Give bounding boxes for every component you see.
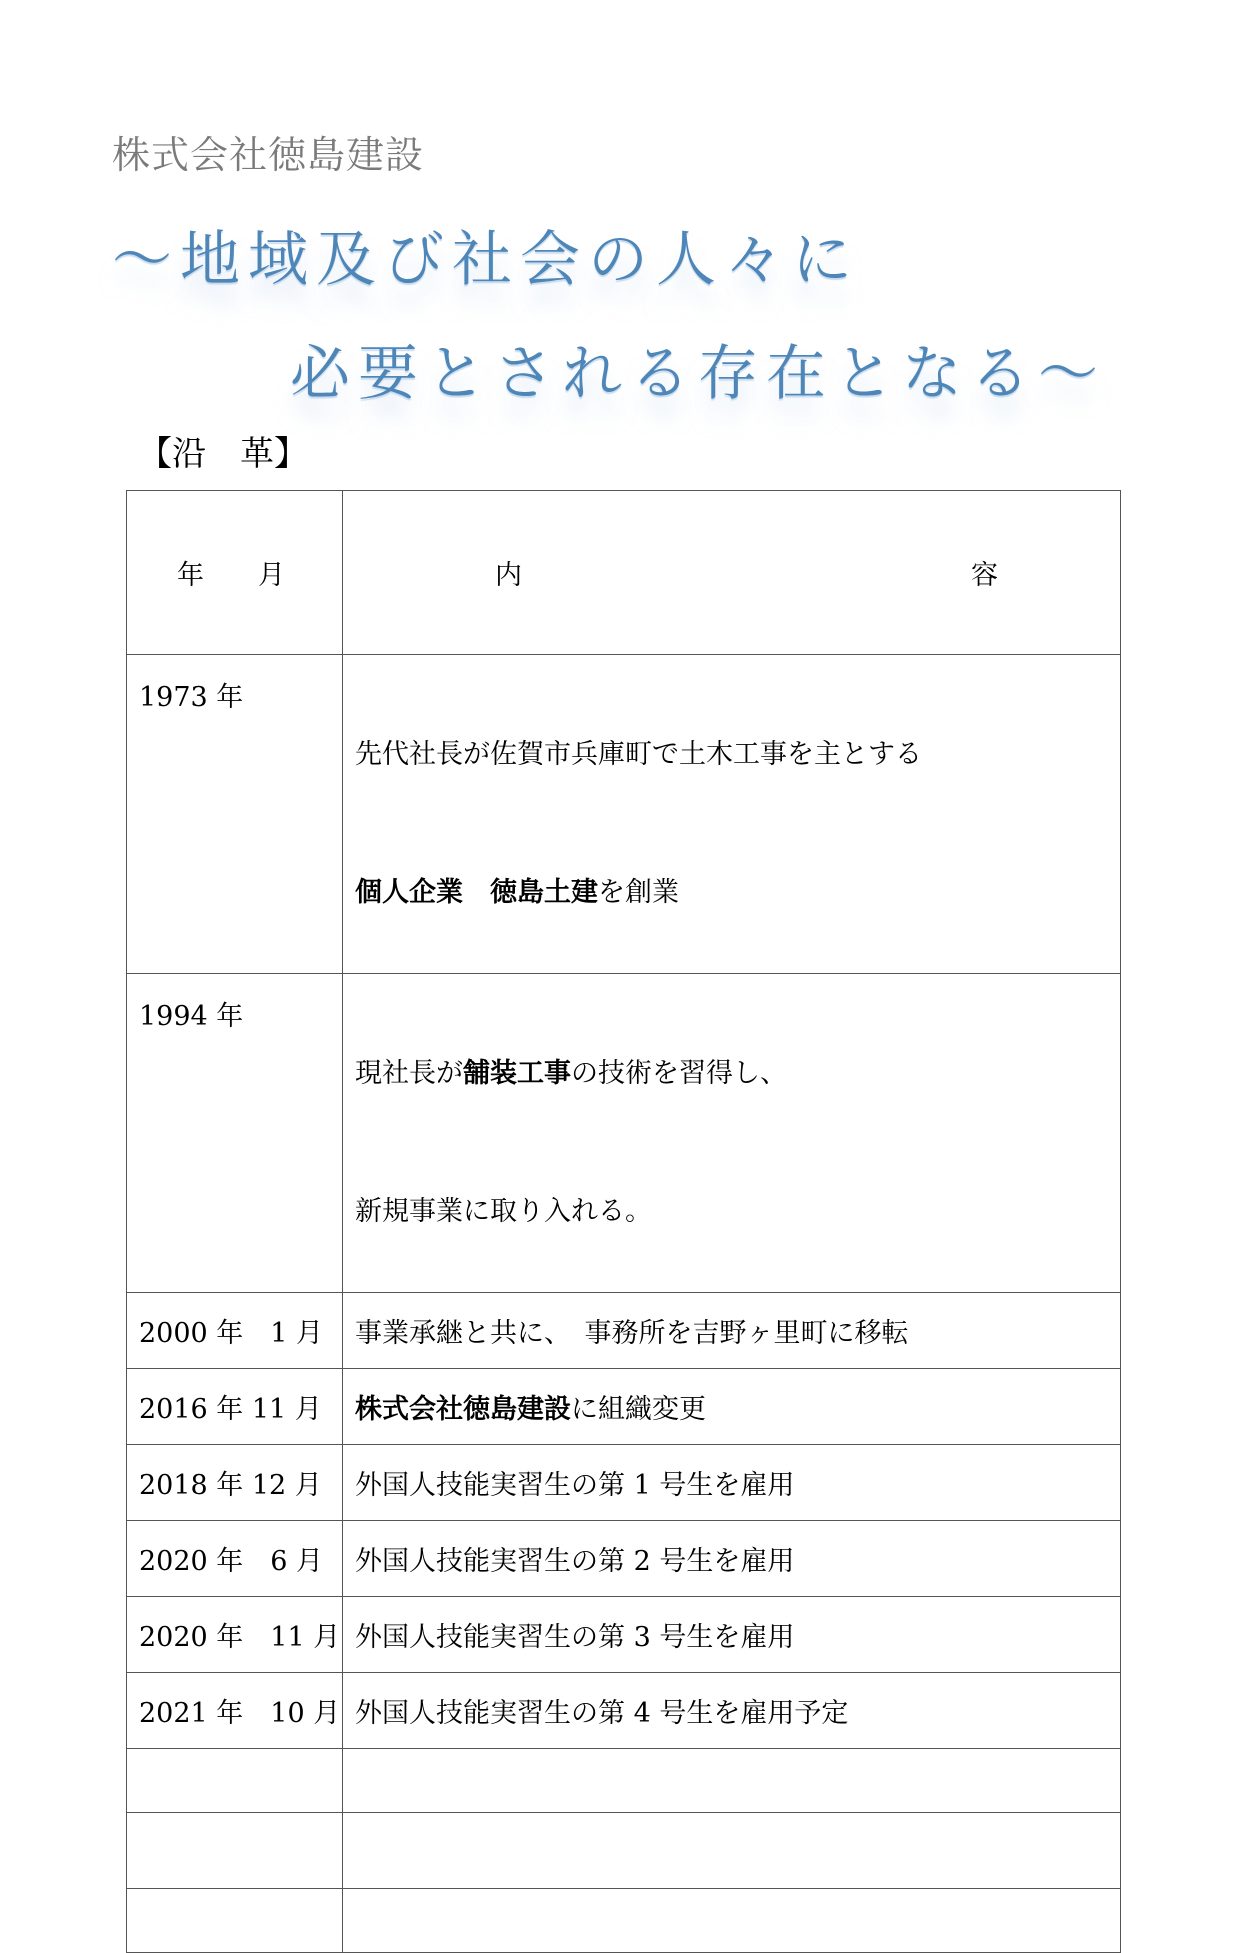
row-date: 2016 年 11 月 [127, 1369, 343, 1445]
column-header-date: 年 月 [127, 491, 343, 655]
row-content-text: を創業 [598, 877, 679, 908]
row-content-line [355, 875, 1108, 911]
row-date: 2000 年 1 月 [127, 1293, 343, 1369]
row-date: 2020 年 6 月 [127, 1521, 343, 1597]
empty-table-row [127, 1813, 1121, 1889]
row-content-line [355, 1056, 1108, 1092]
row-content: 外国人技能実習生の第 1 号生を雇用 [343, 1445, 1121, 1521]
empty-cell [343, 1889, 1121, 1953]
row-content [343, 655, 1121, 974]
empty-cell [343, 1813, 1121, 1889]
empty-cell [127, 1749, 343, 1813]
row-content-text: の技術を習得し、 [571, 1058, 787, 1089]
row-content: 外国人技能実習生の第 4 号生を雇用予定 [343, 1673, 1121, 1749]
row-content [343, 974, 1121, 1293]
empty-cell [343, 1749, 1121, 1813]
company-name: 株式会社徳島建設 [112, 133, 425, 177]
row-content [343, 1369, 1121, 1445]
row-date: 2018 年 12 月 [127, 1445, 343, 1521]
row-content: 外国人技能実習生の第 3 号生を雇用 [343, 1597, 1121, 1673]
table-row [127, 1293, 1121, 1369]
row-content-line: 先代社長が佐賀市兵庫町で土木工事を主とする [355, 739, 922, 770]
section-heading-history: 【沿 革】 [138, 434, 308, 474]
table-row [127, 1521, 1121, 1597]
table-row [127, 1445, 1121, 1521]
row-content: 外国人技能実習生の第 2 号生を雇用 [343, 1521, 1121, 1597]
table-header-row [127, 491, 1121, 655]
row-content-text: 現社長が [355, 1058, 463, 1089]
bold-text: 個人企業 徳島土建 [355, 877, 598, 908]
row-date: 2021 年 10 月 [127, 1673, 343, 1749]
slogan-line-1: ～地域及び社会の人々に [112, 225, 860, 295]
table-row [127, 974, 1121, 1293]
column-header-content [343, 491, 1121, 655]
row-content: 事業承継と共に、 事務所を吉野ヶ里町に移転 [343, 1293, 1121, 1369]
row-date: 2020 年 11 月 [127, 1597, 343, 1673]
empty-table-row [127, 1749, 1121, 1813]
table-row [127, 1597, 1121, 1673]
empty-table-row [127, 1889, 1121, 1953]
history-table [126, 490, 1121, 1953]
column-header-content-part-1: 内 [495, 560, 522, 591]
empty-cell [127, 1889, 343, 1953]
slogan-line-2: 必要とされる存在となる～ [290, 339, 1106, 409]
bold-text: 株式会社徳島建設 [355, 1394, 571, 1425]
column-header-content-part-2: 容 [971, 560, 998, 591]
bold-text: 舗装工事 [463, 1058, 571, 1089]
table-row [127, 1673, 1121, 1749]
table-row [127, 655, 1121, 974]
row-date: 1994 年 [127, 974, 343, 1293]
row-content-line: 新規事業に取り入れる。 [355, 1196, 652, 1227]
table-row [127, 1369, 1121, 1445]
empty-cell [127, 1813, 343, 1889]
row-date: 1973 年 [127, 655, 343, 974]
row-content-text: に組織変更 [571, 1394, 706, 1425]
